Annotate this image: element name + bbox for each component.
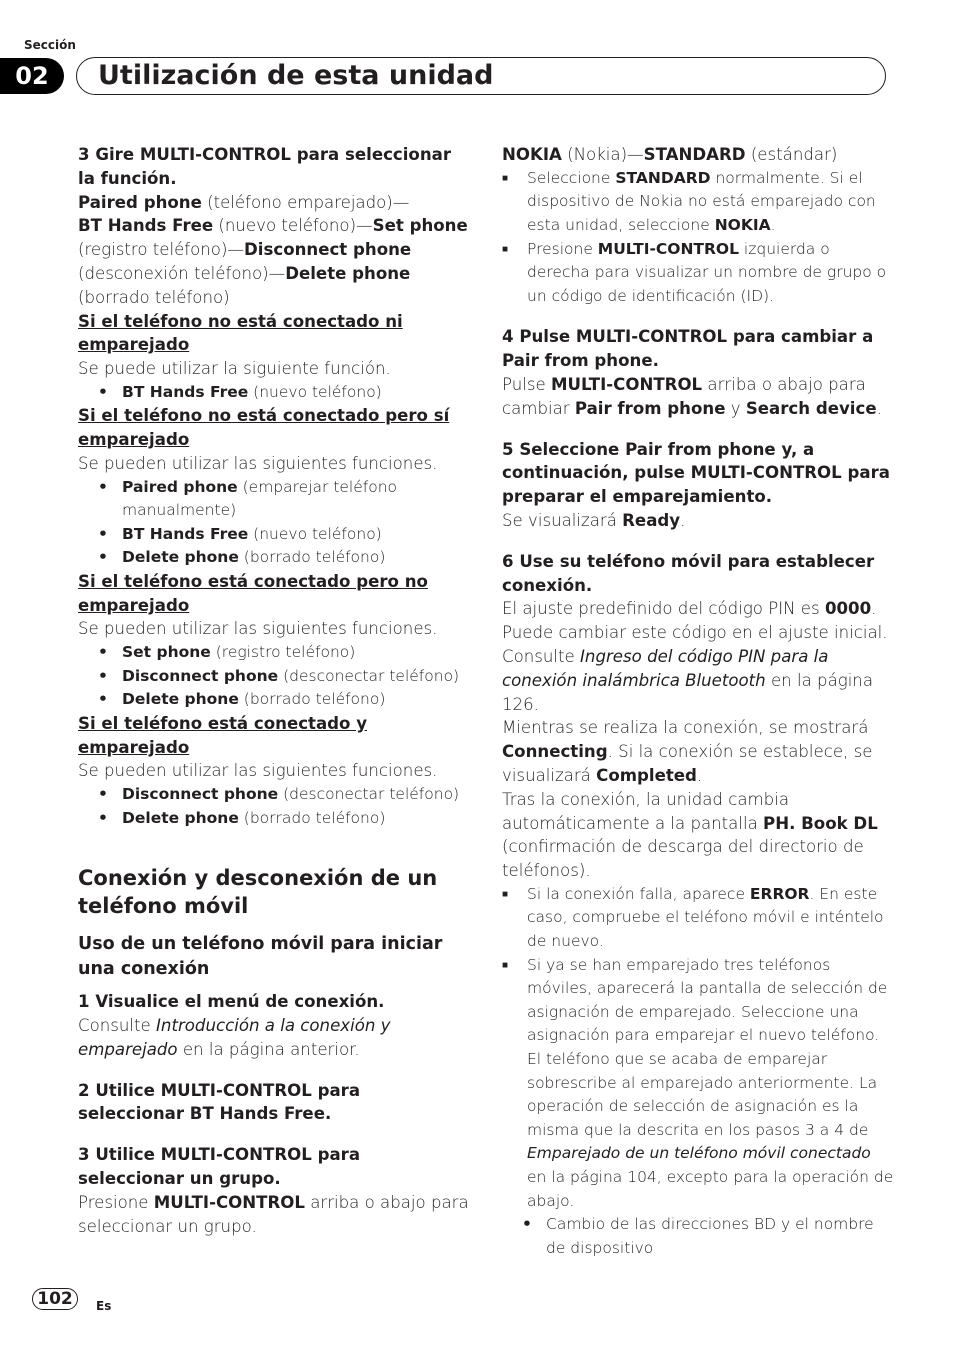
step-1-title: 1 Visualice el menú de conexión. [78, 992, 385, 1012]
left-column [78, 143, 470, 1238]
step-5-title: 5 Seleccione Pair from phone y, a continuación, pulse MULTI-CONTROL para preparar el emparejamiento. [502, 439, 890, 507]
list-item: • Cambio de las direcciones BD y el nombre de dispositivo [502, 1213, 894, 1260]
case-intro: Se pueden utilizar las siguientes funciones. [78, 761, 438, 781]
list-item: • Disconnect phone (desconectar teléfono) [78, 783, 470, 807]
step-6-body-connecting: Mientras se realiza la conexión, se mostrará Connecting. Si la conexión se establece, se visualizará Completed. [502, 718, 873, 785]
note-item: ■ Presione MULTI-CONTROL izquierda o derecha para visualizar un nombre de grupo o un código de identificación (ID). [502, 238, 894, 309]
section-number-badge: 02 [0, 58, 64, 94]
note-item: ■ Si ya se han emparejado tres teléfonos móviles, aparecerá la pantalla de selección de asignación de emparejado. Seleccione una asignación para emparejar el nuevo teléfono. El teléfono que se acaba de emparejar sobrescribe al emparejado anteriormente. La operación de selección de asignación es la misma que la descrita en los pasos 3 a 4 de Emparejado de un teléfono móvil conectado en la página 104, excepto para la operación de abajo. [502, 954, 894, 1214]
step-3-title: 3 Gire MULTI-CONTROL para seleccionar la función. [78, 145, 452, 188]
list-item: • BT Hands Free (nuevo teléfono) [78, 523, 470, 547]
language-code: Es [96, 1299, 112, 1313]
step-1-body: Consulte Introducción a la conexión y emparejado en la página anterior. [78, 1015, 391, 1059]
list-item: • Delete phone (borrado teléfono) [78, 546, 470, 570]
case-heading-not-connected-paired: Si el teléfono no está conectado pero sí emparejado [78, 406, 450, 450]
note-item: ■ Seleccione STANDARD normalmente. Si el dispositivo de Nokia no está emparejado con esta unidad, seleccione NOKIA. [502, 167, 894, 238]
step-2-title: 2 Utilice MULTI-CONTROL para seleccionar BT Hands Free. [78, 1080, 361, 1124]
list-item: • Paired phone (emparejar teléfono manualmente) [78, 476, 470, 523]
note-item: ■ Si la conexión falla, aparece ERROR. En este caso, compruebe el teléfono móvil e inténtelo de nuevo. [502, 883, 894, 954]
subsection-heading: Uso de un teléfono móvil para iniciar una conexión [78, 934, 443, 980]
function-list: Paired phone (teléfono emparejado)— BT Hands Free (nuevo teléfono)—Set phone (registro teléfono)—Disconnect phone (desconexión teléfono)—Delete phone (borrado teléfono) [78, 192, 468, 307]
case-intro: Se puede utilizar la siguiente función. [78, 359, 391, 379]
list-item: • BT Hands Free (nuevo teléfono) [78, 381, 470, 405]
step-4-body: Pulse MULTI-CONTROL arriba o abajo para cambiar Pair from phone y Search device. [502, 374, 882, 418]
case-intro: Se pueden utilizar las siguientes funciones. [78, 619, 438, 639]
list-item: • Delete phone (borrado teléfono) [78, 688, 470, 712]
step-3b-body: Presione MULTI-CONTROL arriba o abajo para seleccionar un grupo. [78, 1192, 469, 1236]
case-heading-connected-paired: Si el teléfono está conectado y emparejado [78, 713, 368, 757]
step-3b-title: 3 Utilice MULTI-CONTROL para seleccionar un grupo. [78, 1145, 361, 1188]
case-intro: Se pueden utilizar las siguientes funciones. [78, 454, 438, 474]
step-5-body: Se visualizará Ready. [502, 510, 686, 530]
step-6-title: 6 Use su teléfono móvil para establecer conexión. [502, 551, 875, 595]
case-heading-not-connected-not-paired: Si el teléfono no está conectado ni emparejado [78, 311, 403, 355]
right-column [502, 143, 894, 1260]
list-item: • Set phone (registro teléfono) [78, 641, 470, 665]
case-heading-connected-not-paired: Si el teléfono está conectado pero no emparejado [78, 571, 428, 615]
section-label: Sección [24, 38, 76, 52]
step-6-body: El ajuste predefinido del código PIN es 0000. Puede cambiar este código en el ajuste inicial. Consulte Ingreso del código PIN para la conexión inalámbrica Bluetooth en la página 126. [502, 599, 888, 714]
page-title: Utilización de esta unidad [98, 60, 494, 91]
list-item: • Disconnect phone (desconectar teléfono) [78, 665, 470, 689]
page-number: 102 [32, 1288, 78, 1310]
nokia-standard-options: NOKIA (Nokia)—STANDARD (estándar) [502, 145, 838, 164]
section-heading: Conexión y desconexión de un teléfono móvil [78, 866, 438, 919]
list-item: • Delete phone (borrado teléfono) [78, 807, 470, 831]
step-6-body-after: Tras la conexión, la unidad cambia automáticamente a la pantalla PH. Book DL (confirmación de descarga del directorio de teléfonos). [502, 789, 878, 881]
step-4-title: 4 Pulse MULTI-CONTROL para cambiar a Pair from phone. [502, 327, 874, 371]
